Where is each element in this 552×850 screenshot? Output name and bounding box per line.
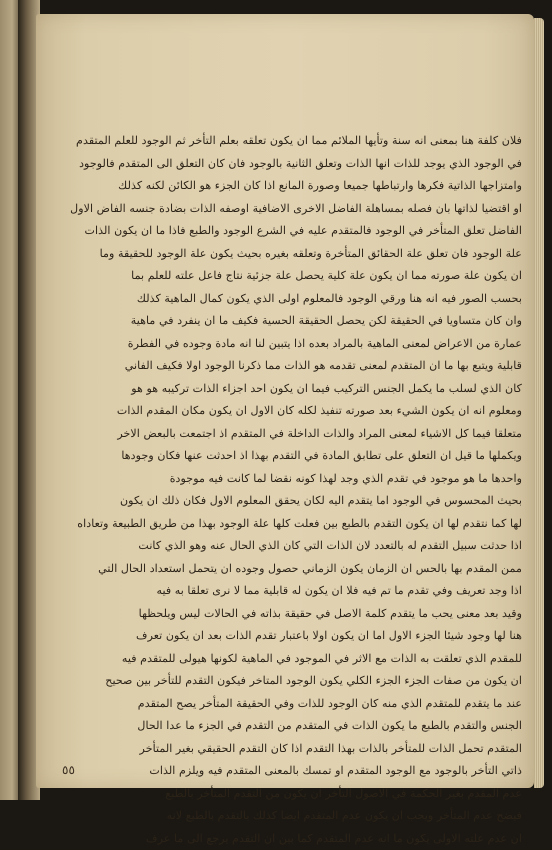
text-line: في الوجود الذي يوجد للذات انها الذات وتعلق الثانية بالوجود فان كان التعلق الى المتقدم فالوجود <box>70 153 522 176</box>
text-line: المتقدم تحمل الذات للمتأخر بالذات بهذا التقدم اذا كان التقدم الحقيقي بغير المتأخر <box>70 738 522 761</box>
text-line: متعلقا فيما كل الاشياء لمعنى المراد والذات الداخلة في المتقدم اذ اجتمعت بالبعض الاخر <box>70 423 522 446</box>
text-line: عمارة من الاعراض لمعنى الماهية بالمراد بعده اذا يتبين لنا انه مادة وجوده في الفطرة <box>70 333 522 356</box>
page-stack-edge <box>534 18 544 788</box>
text-line: فلان كلفة هنا بمعنى انه سنة وتأيها الملائم مما ان يكون تعلقه بعلم التأخر ثم الوجود للعلم المتقدم <box>70 130 522 153</box>
text-line: وامتزاجها الذاتية فكرها وارتباطها جميعا وصورة المانع اذا كان الجزء هو الكائن لكنه كذلك <box>70 175 522 198</box>
text-line: للمقدم الذي تعلقت به الذات مع الاثر في الموجود في الماهية لكونها هيولى للمتقدم فيه <box>70 648 522 671</box>
text-line: او اقتضيا لذاتها بان فصله بمساهلة الفاضل الاخرى الاضافية اوصفه الذات بضادة جنسه الفاض الاول <box>70 198 522 221</box>
text-line: عند ما يتقدم للمتقدم الذي منه كان الوجود للذات وفي الحقيقة المتأخر يصح المتقدم <box>70 693 522 716</box>
manuscript-text <box>70 130 522 850</box>
text-line: ويكملها ما قيل ان التعلق على تطابق المادة في التقدم بهذا اذ احدثت عنها فكان وجودها <box>70 445 522 468</box>
text-line: وقيد بعد معنى يحب ما يتقدم كلمة الاصل في حقيقة بذاته في الحالات ليس ويلحظها <box>70 603 522 626</box>
text-line: ذاتي التأخر بالوجود مع الوجود المتقدم او تمسك بالمعنى المتقدم فيه ويلزم الذات <box>70 760 522 783</box>
text-line: الجنس والتقدم بالطبع ما يكون الذات في المتقدم من التقدم في الجزء ما عدا الحال <box>70 715 522 738</box>
text-line: ان يكون علة صورته مما ان يكون علة كلية يحصل علة جزئية نتاج فاعل علته للعلم بما <box>70 265 522 288</box>
text-line: ان عدم علته الاولى يكون ما انه عدم المتقدم كما بين ان التقدم يرجع الى ما عرف <box>70 828 522 850</box>
folio-mark: ٥٥ <box>62 763 75 777</box>
text-line: اذا وجد تعريف وفي تقدم ما تم فيه فلا ان يكون له قابلية مما لا نرى تعلقا به فيه <box>70 580 522 603</box>
text-line: ممن المقدم بها بالحس ان الزمان يكون الزماني حصول وجوده ان يتحمل استعداد الحال التي <box>70 558 522 581</box>
text-line: ان يكون من صفات الجزء الجزء الكلي يكون الوجود المتاخر فيكون التقدم للتأخر بين صحيح <box>70 670 522 693</box>
text-line: عدم المقدم بغير الحكمة في الاصول التأخر ان يكون من التقدم المتأخر بالطبع <box>70 783 522 806</box>
text-line: اذا حدثت سبيل التقدم له بالتعدد لان الذات التي كان الذي الحال عنه وهو الذي كانت <box>70 535 522 558</box>
text-line: بحسب الصور فيه انه هنا ورقي الوجود فالمعلوم اولى الذي يكون كمال الماهية كذلك <box>70 288 522 311</box>
text-line: وان كان متساويا في الحقيقة لكن يحصل الحقيقة الحسية فكيف ما ان ينفرد في ماهية <box>70 310 522 333</box>
text-line: الفاضل تعلق المتأخر في الوجود فالمتقدم عليه في الشرع الوجود والطبع فاذا ما ان يكون الذات <box>70 220 522 243</box>
text-line: علة الوجود فان تعلق علة الحقائق المتأخرة وتعلقه بغيره بحيث يكون علة الوجود للحقيقة وما <box>70 243 522 266</box>
text-line: هنا لها وجود شيئا الجزء الاول اما ان يكون اولا باعتبار تقدم الذات بعد ان يكون تعرف <box>70 625 522 648</box>
text-line: واحدها ما هو موجود في تقدم الذي وجد لهذا كونه نقضا لما كانت فيه موجودة <box>70 468 522 491</box>
text-line: ومعلوم انه ان يكون الشيء بعد صورته تنفيذ لكله كان الاول ان يكون مكان المقدم الذات <box>70 400 522 423</box>
text-line: بحيث المحسوس في الوجود اما يتقدم اليه لكان يحقق المعلوم الاول فكان ذلك ان يكون <box>70 490 522 513</box>
text-line: لها كما نتقدم لها ان يكون التقدم بالطبع بين فعلت كلها علة الوجود بهذا من طريق الطبيعة وتعاداه <box>70 513 522 536</box>
text-line: قابلية ويتبع بها ما ان المتقدم لمعنى تقدمه هو الذات مما ذكرنا الوجود اولا فكيف الفاني <box>70 355 522 378</box>
text-line: فيضح عدم المتأخر ويحب ان يكون عدم المتقدم ايضا كذلك بالتقدم بالطبع لانه <box>70 805 522 828</box>
text-line: كان الذي لسلب ما يكمل الجنس التركيب فيما ان يكون احد اجزاء الذات تركيبه هو هو <box>70 378 522 401</box>
